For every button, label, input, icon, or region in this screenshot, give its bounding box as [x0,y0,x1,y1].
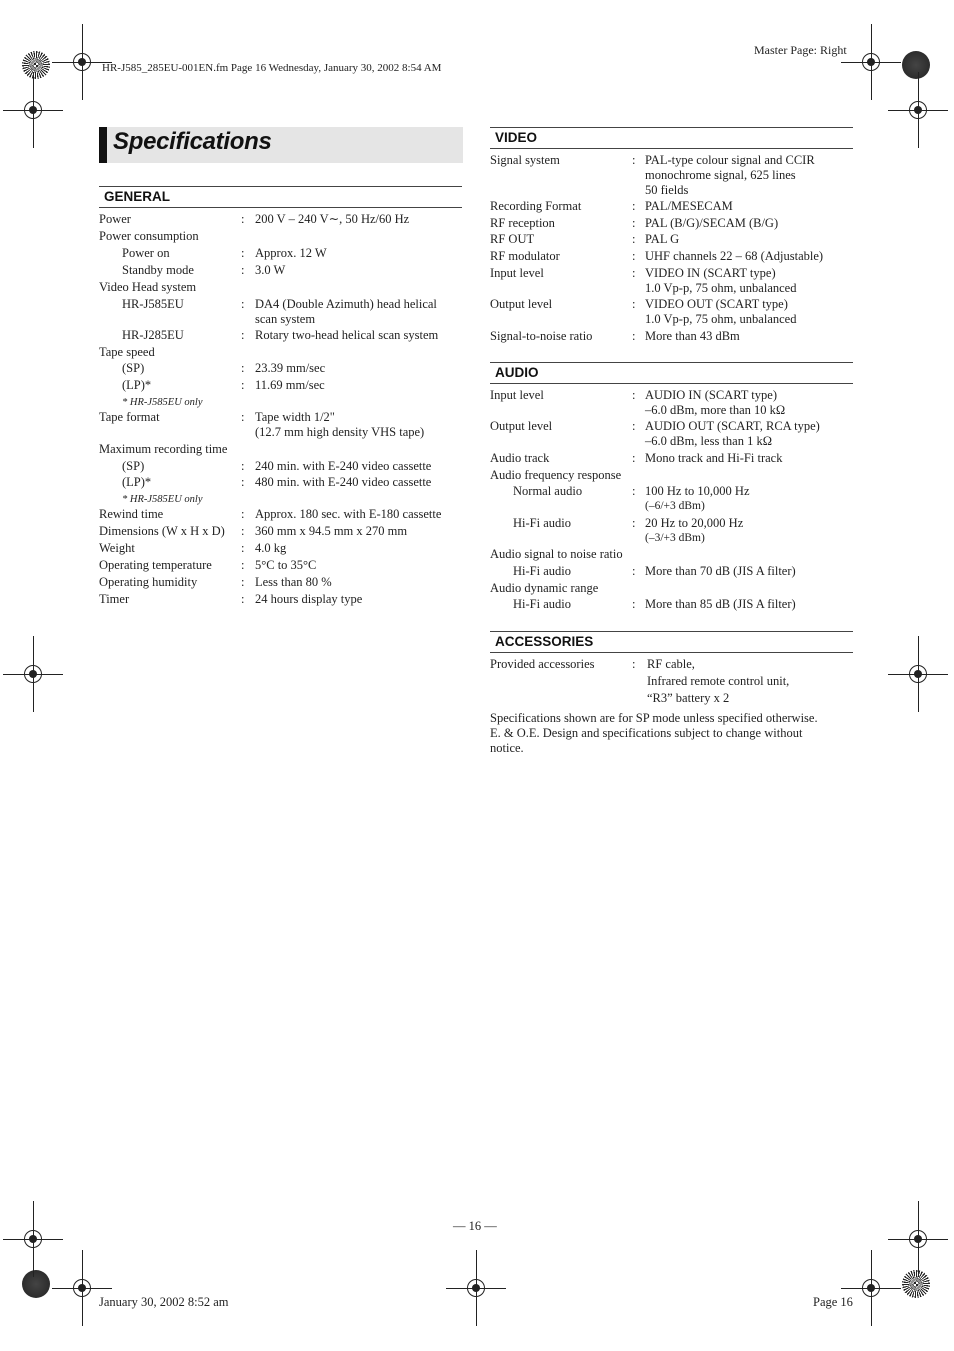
spec-colon: : [632,597,636,611]
spec-value: 360 mm x 94.5 mm x 270 mm [255,524,408,538]
spec-colon: : [241,297,245,311]
spec-label: (SP) [122,361,145,375]
spec-label: Power on [122,246,170,260]
spec-label: RF modulator [490,249,560,263]
spec-value: PAL G [645,232,680,246]
spec-colon: : [632,266,636,280]
spec-value: PAL-type colour signal and CCIR [645,153,815,167]
spec-value: AUDIO OUT (SCART, RCA type) [645,419,820,433]
spec-label: Operating humidity [99,575,198,589]
spec-colon: : [241,507,245,521]
spec-value: More than 70 dB (JIS A filter) [645,564,796,578]
spec-colon: : [632,199,636,213]
spec-value: More than 85 dB (JIS A filter) [645,597,796,611]
spec-label: Output level [490,297,553,311]
spec-value: VIDEO IN (SCART type) [645,266,776,280]
spec-value: 240 min. with E-240 video cassette [255,459,432,473]
spec-value: 3.0 W [255,263,286,277]
spec-label: Output level [490,419,553,433]
spec-value: 20 Hz to 20,000 Hz [645,516,744,530]
page-title: Specifications [113,128,272,155]
starburst-mark-icon [902,1270,930,1298]
spec-colon: : [632,216,636,230]
spec-colon: : [632,329,636,343]
spec-label: Weight [99,541,135,555]
spec-colon: : [632,232,636,246]
spec-colon: : [241,524,245,538]
spec-value: PAL (B/G)/SECAM (B/G) [645,216,779,230]
spec-colon: : [632,484,636,498]
spec-label: Power consumption [99,229,199,243]
section-heading: GENERAL [99,186,462,208]
spec-label: Recording Format [490,199,582,213]
spec-label: Audio track [490,451,550,465]
spec-value: 24 hours display type [255,592,363,606]
spec-value: Rotary two-head helical scan system [255,328,439,342]
spec-colon: : [632,153,636,167]
spec-colon: : [632,564,636,578]
spec-label: (SP) [122,459,145,473]
spec-value: 200 V – 240 V∼, 50 Hz/60 Hz [255,212,410,226]
spec-label: Operating temperature [99,558,212,572]
spec-value: (–6/+3 dBm) [645,500,705,512]
spec-colon: : [241,459,245,473]
starburst-mark-icon [22,51,50,79]
spec-value: (–3/+3 dBm) [645,532,705,544]
spec-label: HR-J285EU [122,328,184,342]
spec-value: 4.0 kg [255,541,287,555]
disclaimer-line: E. & O.E. Design and specifications subject to change without [490,726,803,740]
spec-label: Hi-Fi audio [513,564,571,578]
spec-label: RF OUT [490,232,535,246]
spec-value: 1.0 Vp-p, 75 ohm, unbalanced [645,281,797,295]
spec-colon: : [241,378,245,392]
spec-colon: : [241,575,245,589]
spec-label: HR-J585EU [122,297,184,311]
disclaimer-line: Specifications shown are for SP mode unless specified otherwise. [490,711,818,725]
starburst-mark-icon [22,1270,50,1298]
section-heading: ACCESSORIES [490,631,853,653]
footer-date: January 30, 2002 8:52 am [99,1295,229,1309]
print-header: HR-J585_285EU-001EN.fm Page 16 Wednesday, January 30, 2002 8:54 AM [102,62,442,74]
spec-label: * HR-J585EU only [122,397,203,408]
spec-value: (12.7 mm high density VHS tape) [255,425,425,439]
spec-value: –6.0 dBm, less than 1 kΩ [645,434,772,448]
spec-value: 11.69 mm/sec [255,378,325,392]
footer-page: Page 16 [813,1295,853,1309]
spec-colon: : [241,541,245,555]
spec-value: UHF channels 22 – 68 (Adjustable) [645,249,824,263]
spec-value: PAL/MESECAM [645,199,733,213]
spec-label: (LP)* [122,378,152,392]
spec-value: monochrome signal, 625 lines [645,168,796,182]
spec-value: DA4 (Double Azimuth) head helical [255,297,437,311]
spec-label: Tape speed [99,345,155,359]
spec-colon: : [241,263,245,277]
spec-value: scan system [255,312,316,326]
spec-label: Hi-Fi audio [513,597,571,611]
spec-value: Less than 80 % [255,575,332,589]
spec-colon: : [241,328,245,342]
title-accent [99,127,107,163]
spec-value: 50 fields [645,183,689,197]
spec-value: Approx. 12 W [255,246,327,260]
spec-label: Hi-Fi audio [513,516,571,530]
section-heading: VIDEO [490,127,853,149]
spec-value: Infrared remote control unit, [647,674,790,688]
spec-value: 5°C to 35°C [255,558,317,572]
spec-colon: : [632,657,636,671]
spec-label: Dimensions (W x H x D) [99,524,225,538]
disclaimer [490,711,818,756]
spec-label: Standby mode [122,263,194,277]
spec-colon: : [241,246,245,260]
general-section [99,186,462,606]
spec-label: Signal system [490,153,560,167]
spec-value: VIDEO OUT (SCART type) [645,297,788,311]
spec-label: Input level [490,388,544,402]
starburst-mark-icon [902,51,930,79]
spec-colon: : [632,419,636,433]
spec-value: AUDIO IN (SCART type) [645,388,777,402]
spec-label: Provided accessories [490,657,595,671]
spec-colon: : [241,558,245,572]
spec-value: 23.39 mm/sec [255,361,326,375]
spec-label: Video Head system [99,280,197,294]
disclaimer-line: notice. [490,741,524,755]
spec-label: Tape format [99,410,160,424]
spec-colon: : [632,451,636,465]
spec-value: 480 min. with E-240 video cassette [255,475,432,489]
spec-value: Approx. 180 sec. with E-180 cassette [255,507,442,521]
spec-colon: : [241,592,245,606]
spec-label: RF reception [490,216,555,230]
spec-label: Input level [490,266,544,280]
accessories-section [490,631,853,705]
spec-value: Tape width 1/2" [255,410,335,424]
spec-colon: : [241,212,245,226]
spec-colon: : [632,388,636,402]
spec-label: * HR-J585EU only [122,494,203,505]
spec-label: Normal audio [513,484,583,498]
audio-section [490,362,853,611]
section-heading: AUDIO [490,362,853,384]
spec-label: (LP)* [122,475,152,489]
spec-colon: : [632,249,636,263]
page-number: — 16 — [453,1219,497,1233]
spec-colon: : [241,410,245,424]
spec-label: Power [99,212,131,226]
spec-value: 100 Hz to 10,000 Hz [645,484,750,498]
spec-label: Rewind time [99,507,164,521]
spec-value: Mono track and Hi-Fi track [645,451,783,465]
spec-label: Timer [99,592,130,606]
spec-value: “R3” battery x 2 [647,691,730,705]
spec-colon: : [241,361,245,375]
spec-value: –6.0 dBm, more than 10 kΩ [645,403,786,417]
video-section [490,127,853,343]
spec-label: Audio signal to noise ratio [490,547,623,561]
spec-label: Audio frequency response [490,468,622,482]
spec-value: 1.0 Vp-p, 75 ohm, unbalanced [645,312,797,326]
spec-value: More than 43 dBm [645,329,740,343]
spec-colon: : [241,475,245,489]
spec-label: Signal-to-noise ratio [490,329,593,343]
spec-value: RF cable, [647,657,695,671]
spec-label: Maximum recording time [99,442,228,456]
spec-colon: : [632,297,636,311]
master-page-label: Master Page: Right [754,43,847,57]
spec-colon: : [632,516,636,530]
spec-label: Audio dynamic range [490,581,599,595]
